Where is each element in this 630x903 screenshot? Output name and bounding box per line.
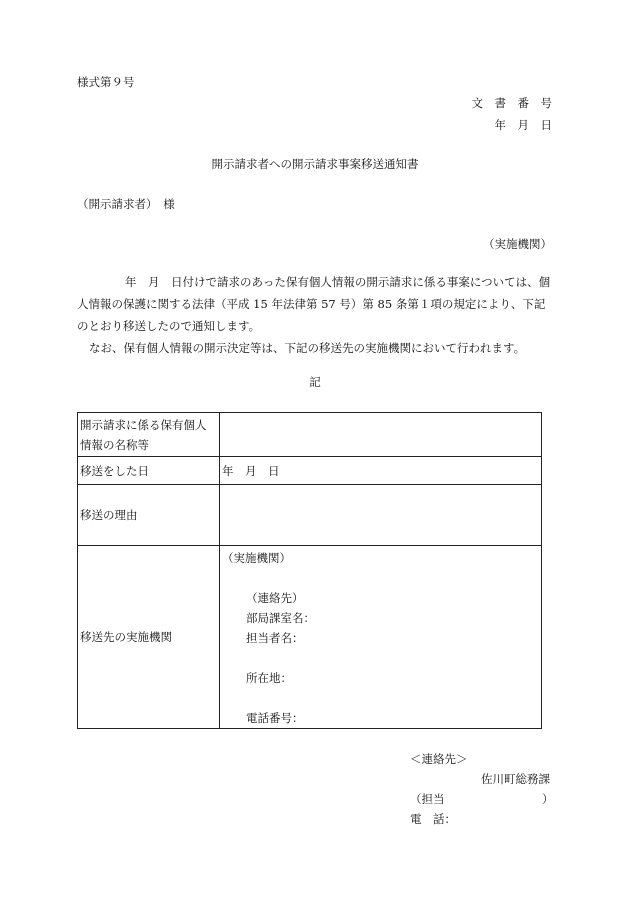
table-row bbox=[78, 457, 542, 485]
destination-person: 担当者名： bbox=[246, 631, 304, 645]
form-number: 様式第９号 bbox=[77, 75, 135, 89]
row-label-reason: 移送の理由 bbox=[78, 485, 220, 546]
document-number-label: 文 書 番 号 bbox=[471, 96, 552, 110]
table-row bbox=[78, 485, 542, 546]
issuing-agency: （実施機関） bbox=[483, 237, 552, 251]
transfer-table bbox=[77, 412, 542, 729]
addressee: （開示請求者） 様 bbox=[77, 197, 175, 211]
row-label-transfer-date: 移送をした日 bbox=[78, 457, 220, 485]
footer-phone: 電 話： bbox=[410, 812, 456, 826]
row-value-destination[interactable] bbox=[220, 546, 542, 729]
footer-person-close: ） bbox=[542, 792, 554, 806]
row-label-info-name: 開示請求に係る保有個人情報の名称等 bbox=[78, 413, 220, 457]
row-value-reason[interactable] bbox=[220, 485, 542, 546]
footer-person-open: （担当 bbox=[410, 792, 445, 806]
destination-contact: （連絡先） bbox=[246, 591, 304, 605]
row-value-info-name[interactable] bbox=[220, 413, 542, 457]
destination-agency: （実施機関） bbox=[222, 551, 291, 565]
ki-heading: 記 bbox=[309, 375, 321, 389]
body-line-1: 年 月 日付けで請求のあった保有個人情報の開示請求に係る事案については、個人情報の保護に関する法律（平成 15 年法律第 57 号）第 85 条第１項の規定により、下記のとおり移送したので通知します。 bbox=[77, 275, 551, 333]
body-paragraph bbox=[77, 271, 555, 337]
row-value-transfer-date[interactable]: 年 月 日 bbox=[220, 457, 542, 485]
document-title: 開示請求者への開示請求事案移送通知書 bbox=[211, 157, 419, 171]
body-line-2: なお、保有個人情報の開示決定等は、下記の移送先の実施機関において行われます。 bbox=[89, 341, 526, 355]
document-date-label: 年 月 日 bbox=[494, 118, 552, 132]
destination-address: 所在地： bbox=[246, 671, 292, 685]
table-row bbox=[78, 546, 542, 729]
destination-phone: 電話番号： bbox=[246, 711, 304, 725]
footer-department: 佐川町総務課 bbox=[481, 772, 550, 786]
body-paragraph-2 bbox=[77, 337, 555, 359]
destination-department: 部局課室名： bbox=[246, 611, 315, 625]
row-label-destination: 移送先の実施機関 bbox=[78, 546, 220, 729]
footer-contact-header: ＜連絡先＞ bbox=[410, 752, 468, 766]
table-row bbox=[78, 413, 542, 457]
